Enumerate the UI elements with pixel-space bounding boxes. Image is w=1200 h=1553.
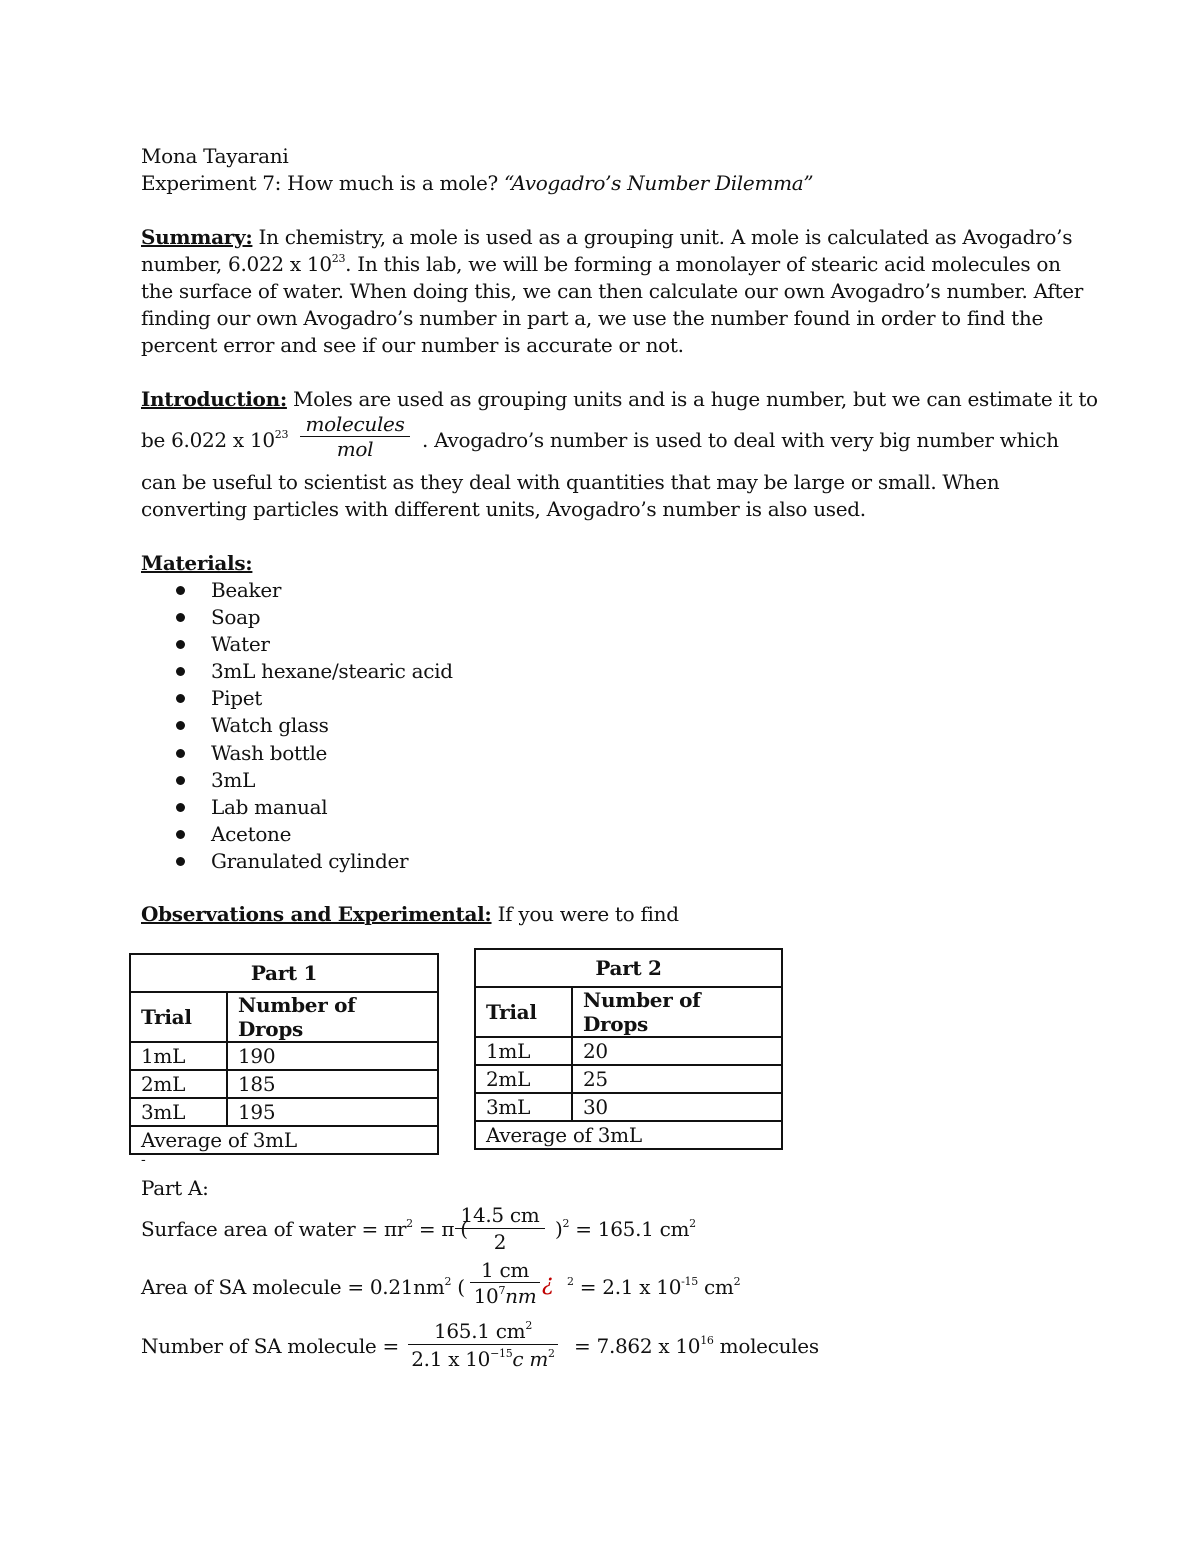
bullet-icon [176,586,185,595]
eq2-rhs-group [567,1275,740,1299]
eq2-fraction [470,1258,540,1309]
equation-sa-count: Number of SA molecule = [141,1334,399,1358]
summary-text-1: In chemistry, a mole is used as a grouping unit. A mole is calculated as Avogadro’s [252,225,1073,249]
intro-text-2b: . Avogadro’s number is used to deal with very big number which [422,428,1059,452]
table-footer: Average of 3mL [130,1126,438,1154]
eq2-sq: 2 [567,1275,574,1288]
summary-text-2a: number, 6.022 x 10 [141,252,332,276]
summary-heading: Summary: [141,225,253,249]
list-item [141,713,453,740]
summary-exponent: 23 [331,252,346,265]
list-item [141,686,453,713]
table-row [475,1065,782,1093]
bullet-icon [176,721,185,730]
list-item-label: Soap [211,605,261,630]
eq3-rhs: = 7.862 x 10 [574,1334,701,1358]
list-item [141,741,453,768]
table-header-drops: Number of Drops [572,987,782,1037]
bullet-icon [176,613,185,622]
table-title: Part 2 [475,949,782,987]
table-footer: Average of 3mL [475,1121,782,1149]
table-cell: 190 [227,1042,438,1070]
eq1-close-exp: 2 [562,1217,570,1230]
eq3-rhs-unit: molecules [713,1334,819,1358]
table-row [130,1042,438,1070]
list-item-label: Granulated cylinder [211,848,409,873]
summary-line-2 [141,252,1061,276]
table-row [475,1037,782,1065]
eq2-rhs-exp: -15 [681,1275,698,1288]
list-item-label: Wash bottle [211,740,328,765]
intro-exponent: 23 [274,428,289,441]
equation-surface-area [141,1217,468,1241]
observations-text: If you were to find [491,902,679,926]
eq2-rhs: = 2.1 x 10 [573,1275,682,1299]
table-cell: 30 [572,1093,782,1121]
list-item [141,768,453,795]
table-cell: 195 [227,1098,438,1126]
experiment-prefix: Experiment 7: How much is a mole? [141,171,505,195]
eq2-mid: ( [451,1275,465,1299]
table-header-trial: Trial [475,987,572,1037]
bullet-icon [176,640,185,649]
eq2-rhs-unit-exp: 2 [733,1275,741,1288]
eq2-den-exp: 7 [498,1284,506,1297]
eq2-den-base: 10 [473,1284,499,1308]
bullet-icon [176,776,185,785]
bullet-icon [176,694,185,703]
table-cell: 2mL [475,1065,572,1093]
list-item-label: Acetone [211,821,292,846]
author-name: Mona Tayarani [141,144,289,168]
list-item-label: Beaker [211,578,282,602]
list-item-label: Pipet [211,686,263,711]
table-header-drops: Number of Drops [227,992,438,1042]
materials-heading: Materials: [141,551,253,575]
eq1-rhs-group [555,1217,696,1241]
table-cell: 3mL [130,1098,227,1126]
eq2-rhs-unit: cm [697,1275,734,1299]
intro-fraction [300,412,410,461]
table-cell: 20 [572,1037,782,1065]
table-row [130,1070,438,1098]
eq1-mid: = π ( [412,1217,468,1241]
eq3-num-exp: 2 [525,1319,533,1332]
table-title: Part 1 [130,954,438,992]
list-item [141,578,453,605]
intro-text-1: Moles are used as grouping units and is a huge number, but we can estimate it to [286,387,1098,411]
table-row [475,1093,782,1121]
eq2-denominator [470,1282,540,1309]
part-a-dash: - [141,1152,146,1168]
list-item-label: 3mL hexane/stearic acid [211,659,453,684]
observations-line [141,902,679,926]
eq2-lhs: Area of SA molecule = 0.21nm [141,1275,445,1299]
intro-heading: Introduction: [141,387,287,411]
list-item [141,605,453,632]
list-item-label: Lab manual [211,794,328,819]
table-cell: 185 [227,1070,438,1098]
intro-fraction-denominator: mol [300,436,410,461]
intro-line-3: can be useful to scientist as they deal with quantities that may be large or small. When [141,470,1000,494]
table-row [130,1098,438,1126]
eq3-denominator [408,1344,558,1373]
eq1-close: ) [555,1217,563,1241]
eq3-rhs-exp: 16 [700,1334,714,1347]
list-item-label: Watch glass [211,713,329,738]
summary-line-3: the surface of water. When doing this, we can then calculate our own Avogadro’s number. After [141,279,1084,303]
part1-table [129,953,439,1155]
bullet-icon [176,857,185,866]
intro-line-2a [141,428,288,452]
eq3-den-value: 2.1 x 10 [411,1347,491,1371]
list-item [141,849,453,876]
bullet-icon [176,830,185,839]
table-cell: 25 [572,1065,782,1093]
observations-heading: Observations and Experimental: [141,902,492,926]
experiment-subtitle: “Avogadro’s Number Dilemma” [504,171,814,195]
eq1-fraction [455,1202,545,1255]
eq3-den-exp: −15 [490,1347,513,1360]
bullet-icon [176,749,185,758]
list-item-label: Water [211,632,270,657]
eq3-num-value: 165.1 cm [433,1319,526,1343]
eq2-numerator: 1 cm [480,1258,530,1282]
equation-sa-area [141,1275,465,1299]
experiment-title [141,171,813,195]
eq1-rhs: = 165.1 cm [569,1217,690,1241]
materials-list [141,578,453,876]
list-item [141,795,453,822]
table-cell: 1mL [475,1037,572,1065]
eq3-den-unit-exp: 2 [548,1347,555,1360]
eq3-fraction [408,1318,558,1373]
unknown-glyph-icon: ¿ [542,1271,554,1296]
bullet-icon [176,803,185,812]
table-cell: 1mL [130,1042,227,1070]
bullet-icon [176,667,185,676]
part-a-heading: Part A: [141,1176,209,1200]
eq3-numerator [408,1318,558,1344]
table-header-trial: Trial [130,992,227,1042]
table-cell: 2mL [130,1070,227,1098]
list-item [141,822,453,849]
intro-line-4: converting particles with different units, Avogadro’s number is also used. [141,497,866,521]
eq2-exp: 2 [444,1275,452,1288]
part2-table [474,948,783,1150]
eq2-den-unit: nm [505,1284,537,1308]
eq3-den-unit: c m [512,1347,549,1371]
eq1-exp: 2 [406,1217,413,1230]
intro-fraction-numerator: molecules [305,412,405,436]
intro-line-1 [141,387,1098,411]
table-cell: 3mL [475,1093,572,1121]
list-item [141,659,453,686]
eq1-rhs-exp: 2 [689,1217,696,1230]
eq3-rhs-group [574,1334,819,1358]
list-item [141,632,453,659]
summary-text-2b: . In this lab, we will be forming a monolayer of stearic acid molecules on [345,252,1061,276]
eq1-numerator: 14.5 cm [460,1203,540,1227]
eq1-denominator: 2 [455,1228,545,1255]
summary-line-1 [141,225,1072,249]
eq1-lhs: Surface area of water = πr [141,1217,407,1241]
summary-line-5: percent error and see if our number is accurate or not. [141,333,684,357]
summary-line-4: finding our own Avogadro’s number in part a, we use the number found in order to find the [141,306,1044,330]
intro-text-2a: be 6.022 x 10 [141,428,275,452]
list-item-label: 3mL [211,767,256,792]
